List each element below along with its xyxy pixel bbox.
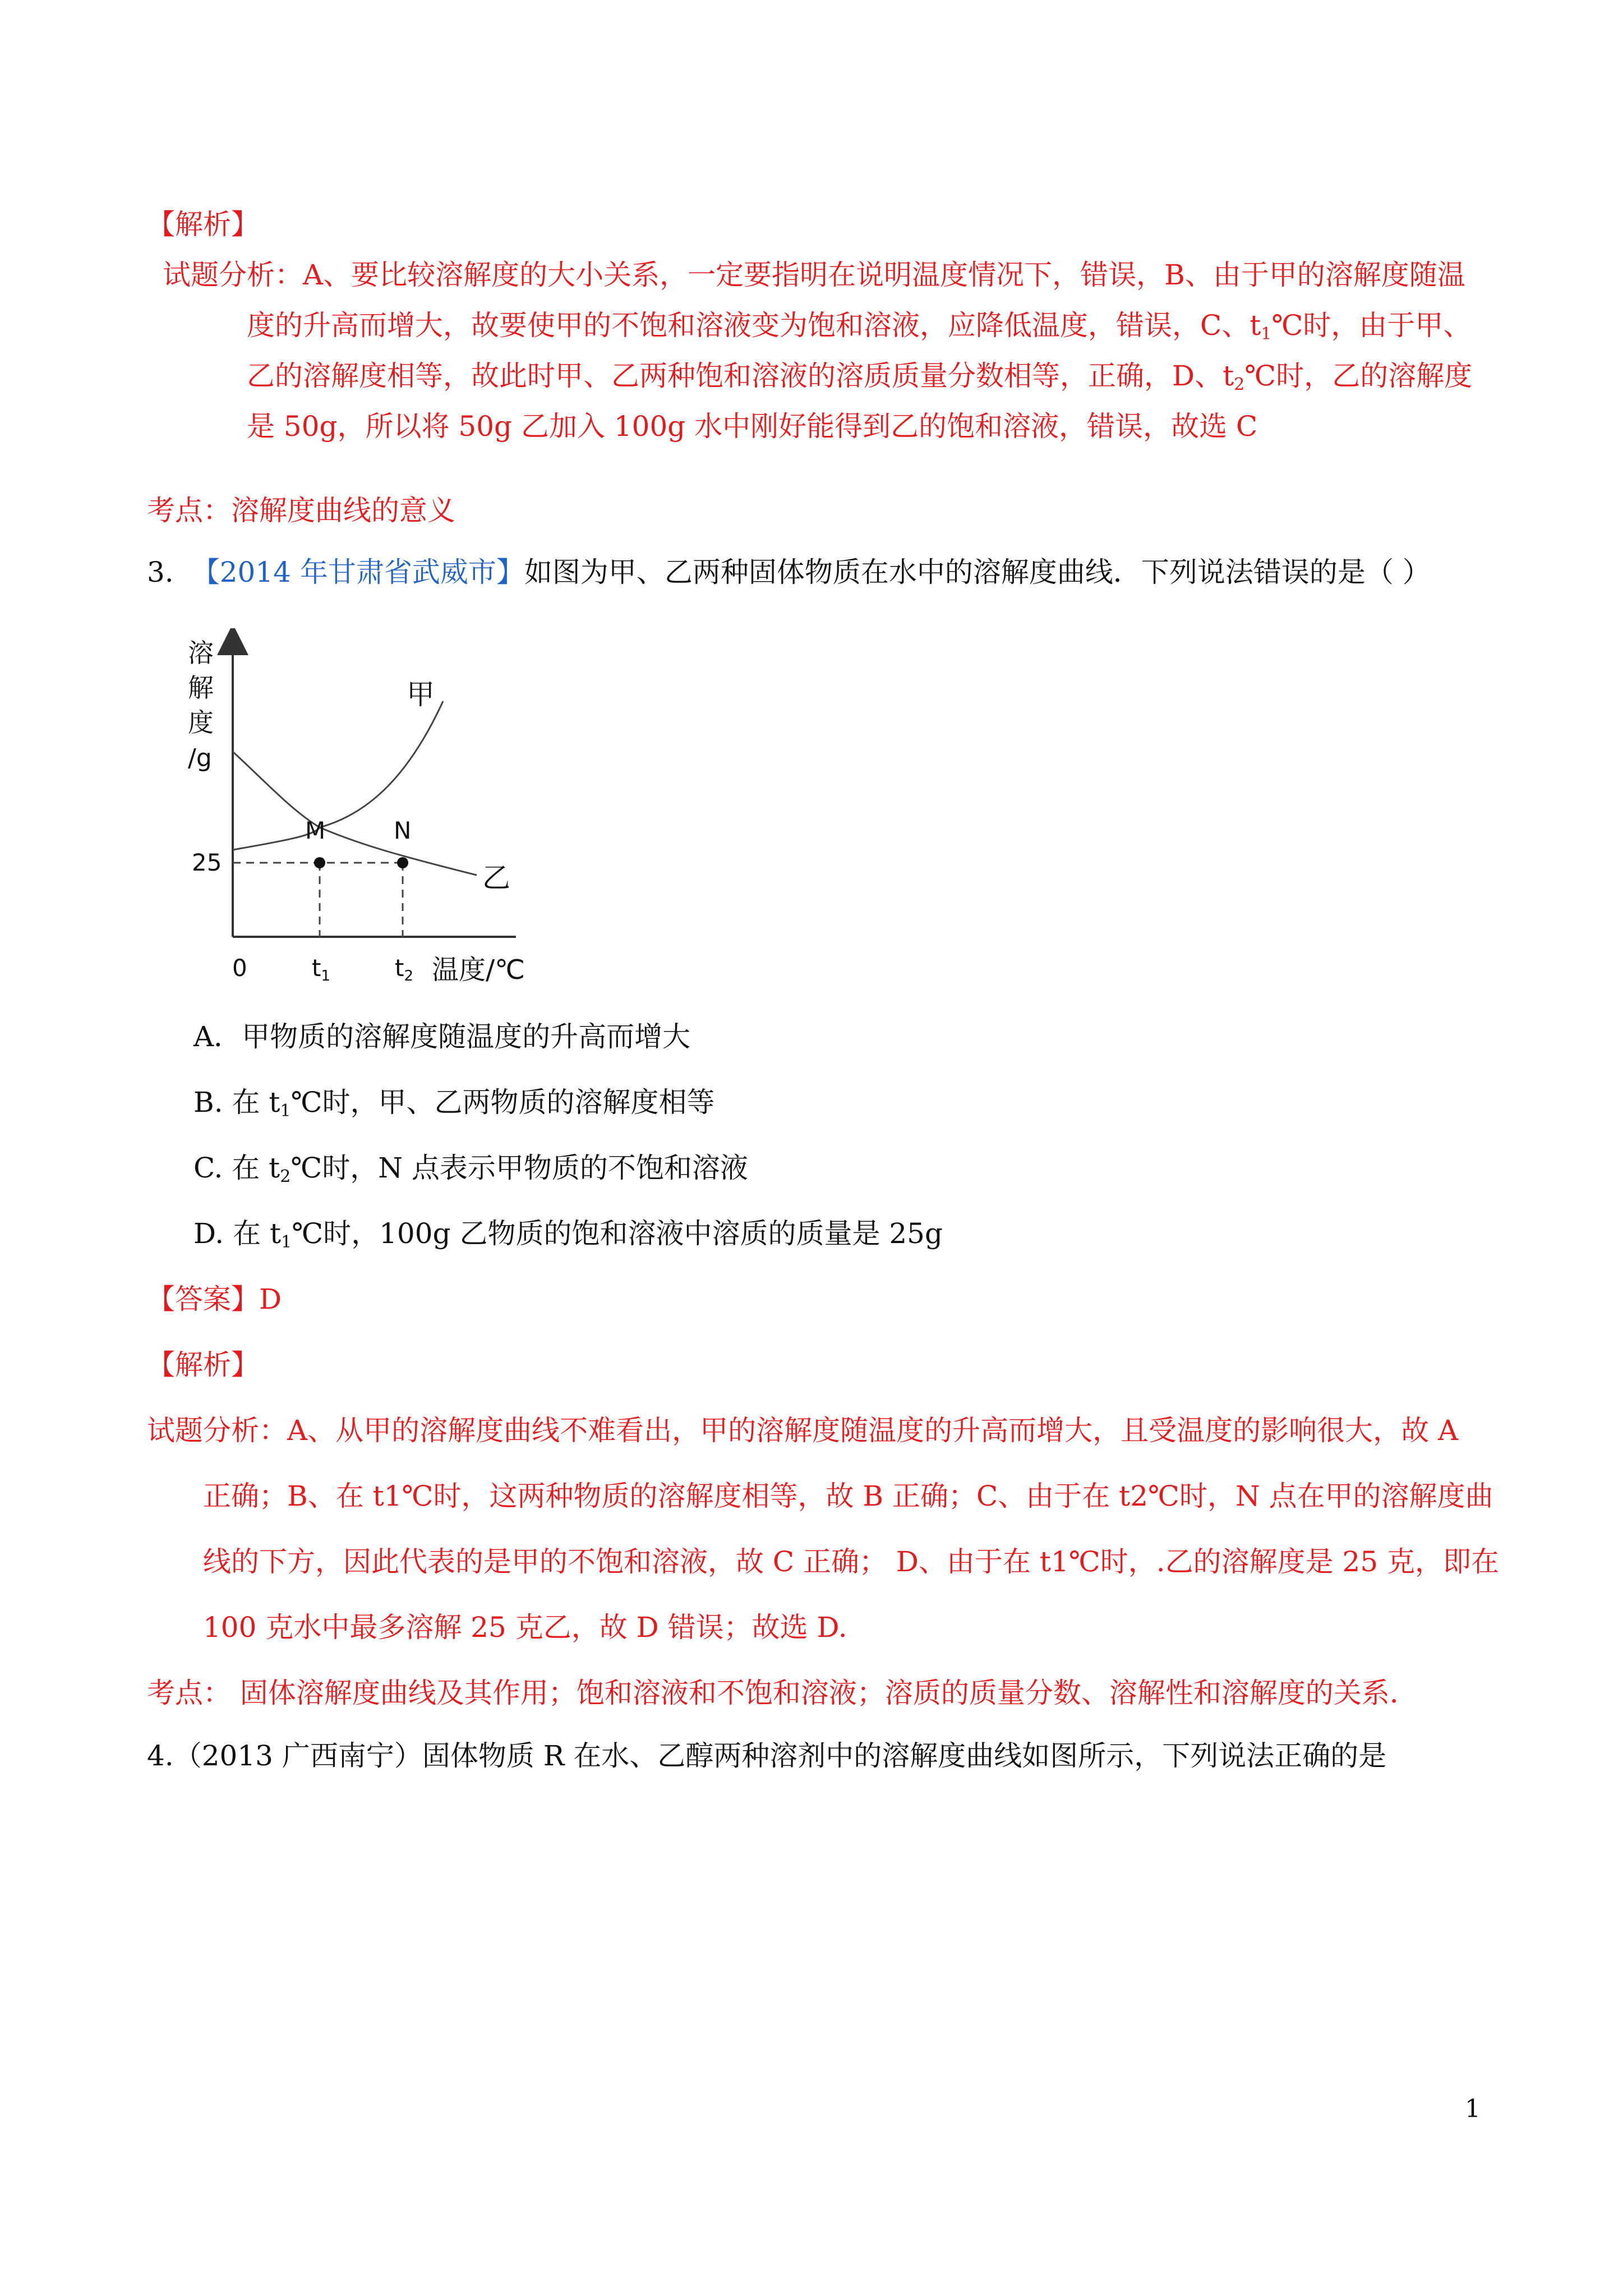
y-label-4: /g	[188, 744, 212, 772]
kaodian-2: 考点： 固体溶解度曲线及其作用；饱和溶液和不饱和溶液；溶质的质量分数、溶解性和溶解度的关系．	[147, 1677, 1418, 1709]
option-d: D. 在 $t_1℃$时，100g 乙物质的饱和溶液中溶质的质量是 25g	[193, 1217, 943, 1252]
page-number: 1	[1465, 2095, 1481, 2123]
y-label-3: 度	[188, 707, 214, 738]
analysis-heading: 【解析】	[147, 208, 259, 241]
kaodian-1: 考点：溶解度曲线的意义	[147, 494, 455, 527]
curve-jia	[233, 701, 443, 850]
point-m-label: M	[305, 817, 326, 844]
answer: 【答案】D	[147, 1283, 282, 1315]
analysis2-line-3: 线的下方，因此代表的是甲的不饱和溶液，故 C 正确； D、由于在 t1℃时，.乙的溶解度是 25 克，即在	[203, 1545, 1500, 1578]
origin-label: 0	[232, 954, 247, 982]
y-label-2: 解	[188, 673, 214, 703]
analysis-line-3: 乙的溶解度相等，故此时甲、乙两种饱和溶液的溶质质量分数相等，正确，D、$t_2℃$时，乙的溶解度	[247, 360, 1473, 394]
question-3: 3. 【2014 年甘肃省武威市】如图为甲、乙两种固体物质在水中的溶解度曲线．下列说法错误的是（ ）	[147, 556, 1431, 588]
option-a: A．甲物质的溶解度随温度的升高而增大	[193, 1020, 691, 1053]
curve-yi-label: 乙	[482, 862, 510, 894]
solubility-graph	[185, 628, 578, 1010]
point-n-dot	[397, 857, 408, 868]
analysis2-line-4: 100 克水中最多溶解 25 克乙，故 D 错误；故选 D.	[203, 1611, 847, 1644]
analysis-line-4: 是 50g，所以将 50g 乙加入 100g 水中刚好能得到乙的饱和溶液，错误，故选 C	[247, 410, 1258, 443]
x-tick-t1: t1	[312, 954, 331, 984]
x-tick-t2: t2	[395, 954, 414, 984]
point-n-label: N	[394, 817, 412, 844]
analysis-line-2: 度的升高而增大，故要使甲的不饱和溶液变为饱和溶液，应降低温度，错误，C、$t_1℃$时，由于甲、	[247, 309, 1472, 344]
point-m-dot	[314, 857, 325, 868]
analysis2-line-2: 正确；B、在 t1℃时，这两种物质的溶解度相等，故 B 正确；C、由于在 t2℃时，N 点在甲的溶解度曲	[203, 1480, 1493, 1512]
analysis-heading-2: 【解析】	[147, 1349, 259, 1381]
question-4: 4.（2013 广西南宁）固体物质 R 在水、乙醇两种溶剂中的溶解度曲线如图所示，下列说法正确的是	[147, 1740, 1387, 1772]
x-axis-label: 温度/℃	[432, 954, 525, 986]
analysis2-line-1: 试题分析：A、从甲的溶解度曲线不难看出，甲的溶解度随温度的升高而增大，且受温度的影响很大，故 A	[147, 1414, 1459, 1447]
y-label-1: 溶	[188, 638, 214, 668]
curve-jia-label: 甲	[407, 678, 435, 711]
option-b: B. 在 $t_1℃$时，甲、乙两物质的溶解度相等	[193, 1086, 715, 1121]
question-source: 【2014 年甘肃省武威市】	[191, 556, 524, 588]
y-tick-25: 25	[192, 849, 222, 876]
option-c: C. 在 $t_2℃$时，N 点表示甲物质的不饱和溶液	[193, 1152, 748, 1186]
analysis-line-1: 试题分析：A、要比较溶解度的大小关系，一定要指明在说明温度情况下，错误，B、由于甲的溶解度随温	[163, 259, 1465, 291]
